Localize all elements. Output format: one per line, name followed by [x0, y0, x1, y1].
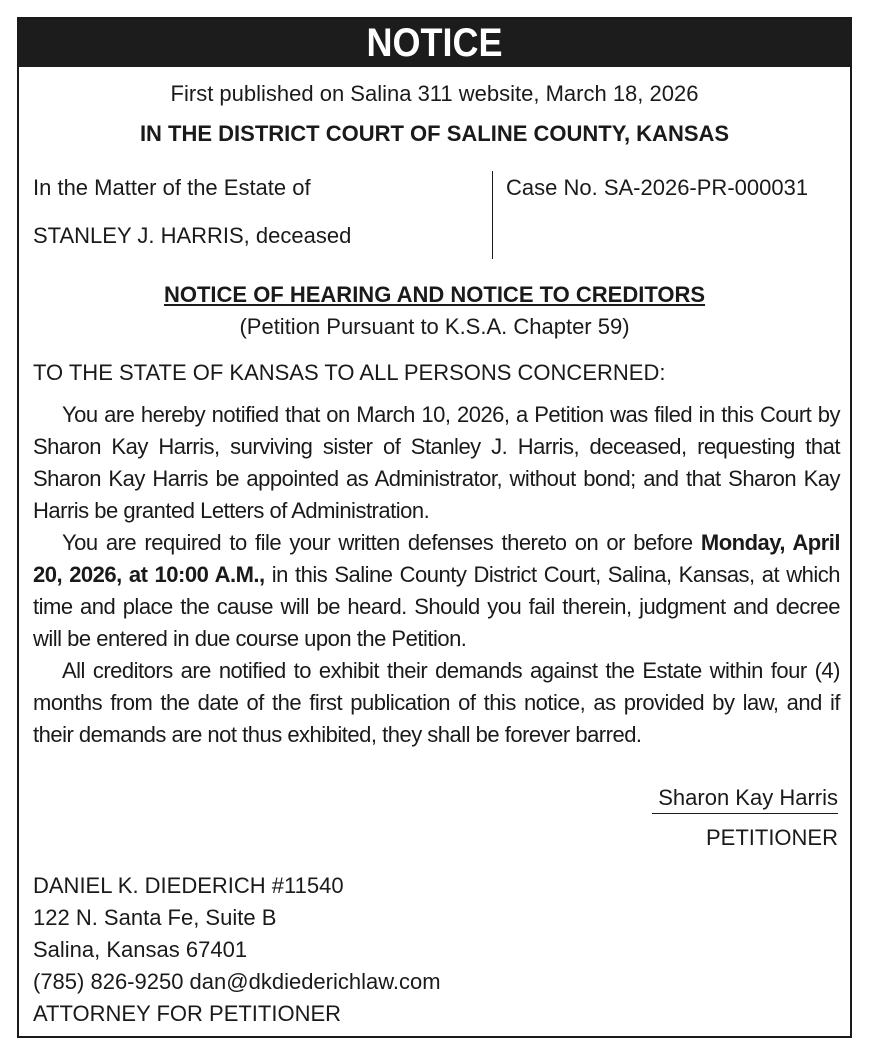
attorney-address-line1: 122 N. Santa Fe, Suite B	[33, 905, 277, 930]
legal-notice	[17, 17, 852, 1038]
hearing-date: Monday, April 20, 2026, at 10:00 A.M.,	[33, 530, 841, 587]
court-heading: IN THE DISTRICT COURT OF SALINE COUNTY, KANSAS	[139, 121, 730, 146]
attorney-contact: (785) 826-9250 dan@dkdiederichlaw.com	[33, 969, 441, 994]
signature-role: PETITIONER	[705, 825, 838, 850]
signature-line	[652, 813, 838, 814]
attorney-name: DANIEL K. DIEDERICH #11540	[33, 873, 344, 898]
publication-line: First published on Salina 311 website, March 18, 2026	[170, 81, 699, 106]
notice-title: NOTICE OF HEARING AND NOTICE TO CREDITORS	[163, 282, 706, 307]
notice-banner	[19, 19, 850, 67]
attorney-role: ATTORNEY FOR PETITIONER	[33, 1001, 342, 1026]
notice-subtitle: (Petition Pursuant to K.S.A. Chapter 59)	[239, 314, 630, 339]
paragraph-petition: You are hereby notified that on March 10, 2026, a Petition was filed in this Court by Sharon Kay Harris, surviving sister of Stanley J. Harris, deceased, requesting that Sharon Kay Harris be appointed as Administrator, without bond; and that Sharon Kay Harris be granted Letters of Administration.	[33, 402, 840, 523]
paragraph-creditors: All creditors are notified to exhibit their demands against the Estate within four (4) months from the date of the first publication of this notice, as provided by law, and if their demands are not thus exhibited, they shall be forever barred.	[33, 658, 840, 747]
caption-divider	[492, 171, 493, 259]
hearing-text-after: in this Saline County District Court, Salina, Kansas, at which time and place the cause will be heard. Should you fail therein, judgment and decree will be entered in due course upon the Petition.	[33, 562, 840, 651]
decedent-name: STANLEY J. HARRIS, deceased	[33, 223, 352, 248]
attorney-address-line2: Salina, Kansas 67401	[33, 937, 248, 962]
paragraph-hearing	[33, 527, 840, 655]
hearing-text-before: You are required to file your written defenses thereto on or before	[62, 530, 701, 555]
notice-banner-title: NOTICE	[61, 19, 809, 67]
signature-name: Sharon Kay Harris	[658, 785, 838, 810]
estate-matter-label: In the Matter of the Estate of	[33, 175, 311, 200]
case-number: Case No. SA-2026-PR-000031	[506, 175, 809, 200]
salutation: TO THE STATE OF KANSAS TO ALL PERSONS CONCERNED:	[33, 360, 666, 385]
